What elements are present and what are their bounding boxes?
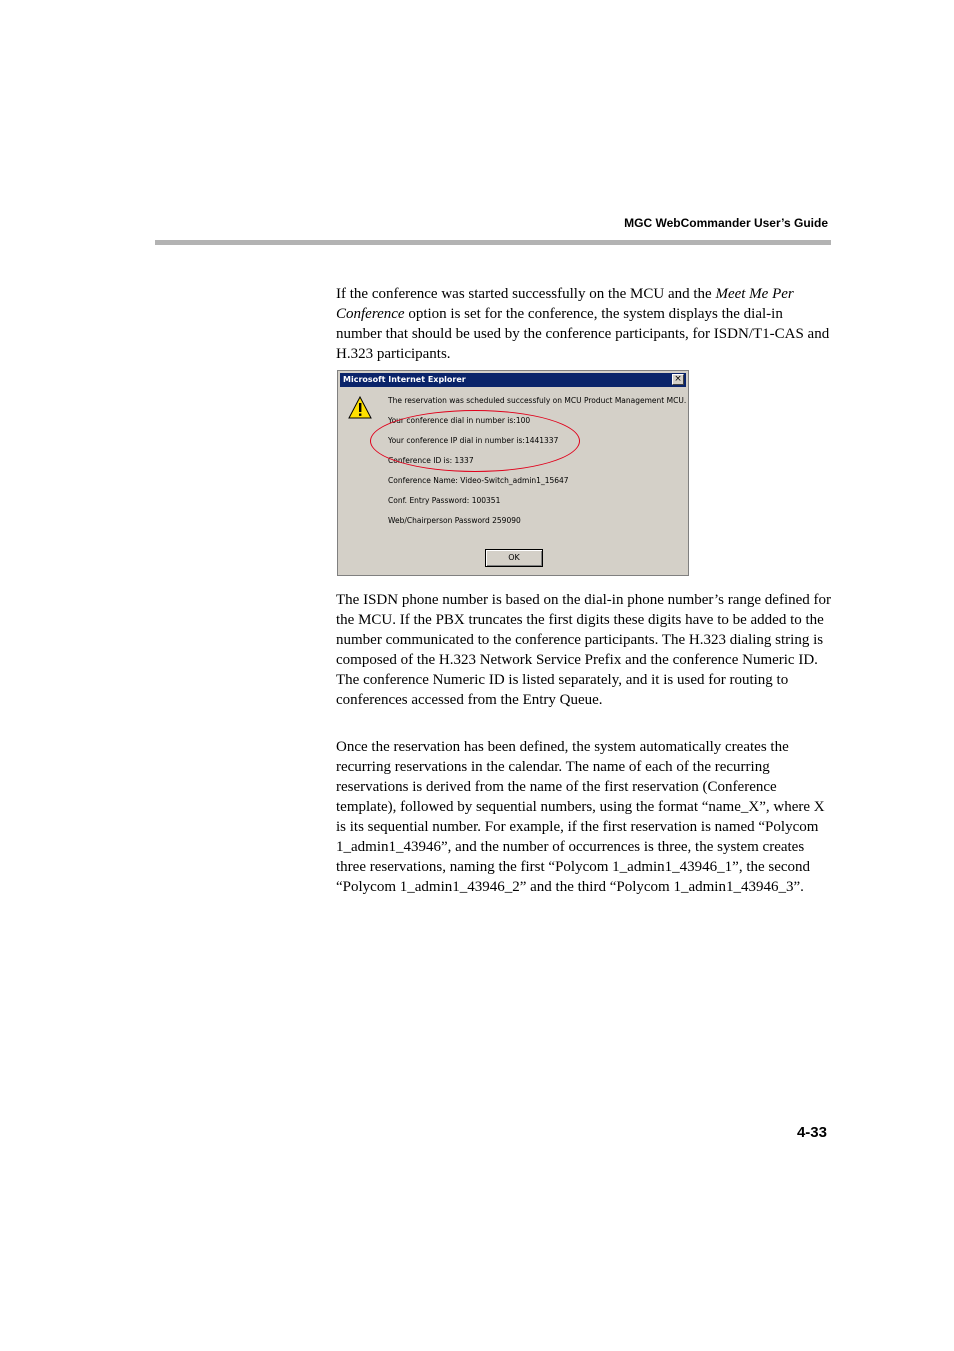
dialog-message-line: Conference ID is: 1337 [388, 456, 474, 465]
dialog-message-line: The reservation was scheduled successfuly on MCU Product Management MCU. [388, 396, 687, 405]
dialog-message-line: Your conference dial in number is:100 [388, 416, 531, 425]
header-rule [155, 240, 831, 245]
warning-icon [348, 396, 372, 420]
paragraph-isdn: The ISDN phone number is based on the dial-in phone number’s range defined for the MCU. If the PBX truncates the first digits these digits have to be added to the number communicated to the conference participants. The H.323 dialing string is composed of the H.323 Network Service Prefix and the conference Numeric ID. The conference Numeric ID is listed separately, and it is used for routing to conferences accessed from the Entry Queue. [336, 592, 832, 708]
page-number: 4-33 [796, 1124, 827, 1141]
paragraph-intro-part2: option is set for the conference, the system displays the dial-in number that should be used by the conference participants, for ISDN/T1-CAS and H.323 participants. [336, 306, 830, 362]
running-header-title: MGC WebCommander User’s Guide [624, 216, 828, 230]
dialog-message-line: Conference Name: Video-Switch_admin1_15647 [388, 476, 569, 485]
paragraph-intro [336, 284, 831, 364]
option-name-italic: Meet Me Per Conference [336, 286, 794, 322]
ie-alert-dialog-screenshot [337, 370, 689, 576]
dialog-message-line: Web/Chairperson Password 259090 [388, 516, 521, 525]
ok-button[interactable]: OK [485, 549, 543, 567]
red-highlight-ellipse [370, 410, 580, 472]
dialog-title: Microsoft Internet Explorer [343, 375, 466, 384]
dialog-message-line: Conf. Entry Password: 100351 [388, 496, 501, 505]
close-button[interactable]: × [672, 374, 684, 385]
dialog-titlebar [340, 373, 686, 387]
paragraph-recurring: Once the reservation has been defined, the system automatically creates the recurring reservations in the calendar. The name of each of the recurring reservations is derived from the name of the first reservation (Conference template), followed by sequential numbers, using the format “name_X”, where X is its sequential number. For example, if the first reservation is named “Polycom 1_admin1_43946”, and the number of occurrences is three, the system creates three reservations, naming the first “Polycom 1_admin1_43946_1”, the second “Polycom 1_admin1_43946_2” and the third “Polycom 1_admin1_43946_3”. [336, 739, 825, 895]
paragraph-intro-part1: If the conference was started successfully on the MCU and the [336, 286, 716, 302]
dialog-message-line: Your conference IP dial in number is:1441337 [388, 436, 559, 445]
